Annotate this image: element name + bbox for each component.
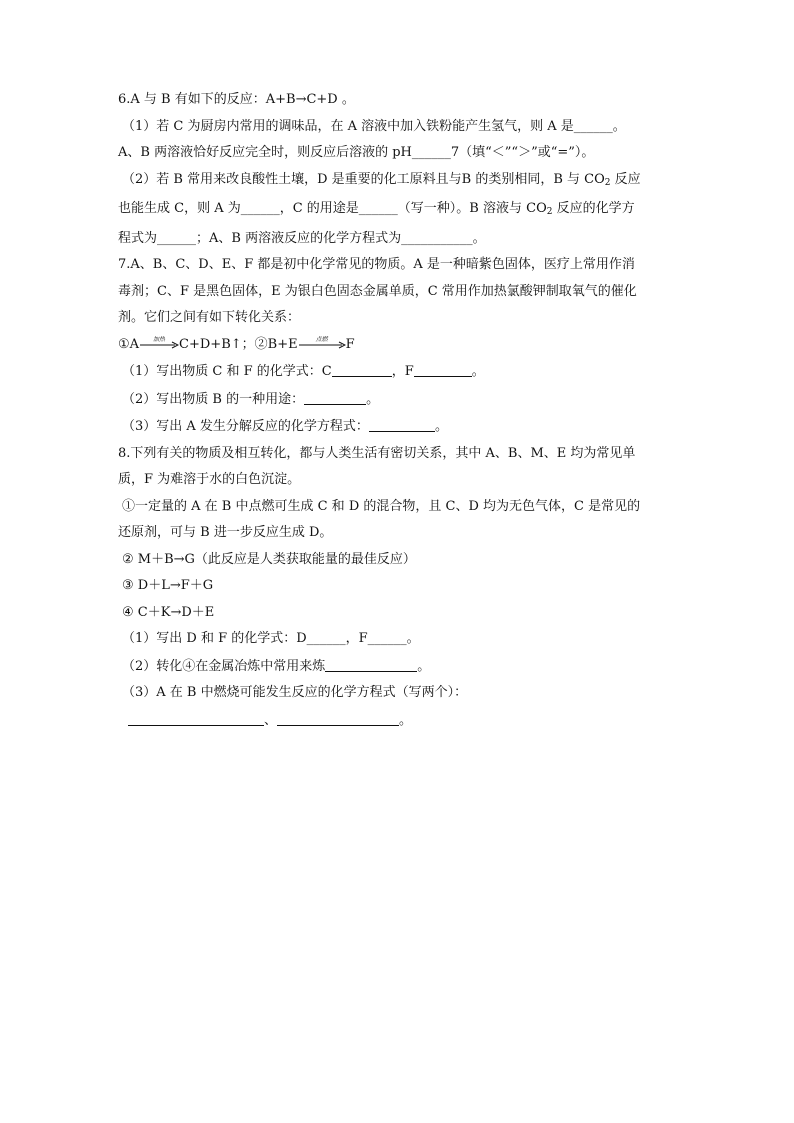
reaction-arrow-ignite: 点燃 [298, 339, 346, 349]
answer-blank[interactable] [277, 712, 399, 726]
q8-part2: （2）转化④在金属冶炼中常用来炼 。 [122, 658, 431, 674]
q8-statement-2: ② M＋B→G（此反应是人类获取能量的最佳反应） [122, 551, 416, 567]
worksheet [118, 92, 678, 739]
q7-reactions: ①A 加热 C+D+B↑；②B+E 点燃 F [118, 336, 355, 352]
subscript: 2 [604, 177, 611, 188]
q7-stem: 7.A、B、C、D、E、F 都是初中化学常见的物质。A 是一种暗紫色固体，医疗上常用作消 [118, 257, 635, 272]
q6-stem: 6.A 与 B 有如下的反应：A+B→C+D 。 [118, 92, 355, 107]
reaction-arrow-heating: 加热 [139, 339, 179, 349]
q6-part2-end: 程式为______；A、B 两溶液反应的化学方程式为___________。 [118, 230, 486, 246]
q8-statement-1: ①一定量的 A 在 B 中点燃可生成 C 和 D 的混合物，且 C、D 均为无色气体，C 是常见的 [122, 498, 641, 514]
answer-blank[interactable] [325, 658, 417, 672]
q8-statement-4: ④ C＋K→D＋E [122, 604, 215, 620]
q8-stem-cont: 质，F 为难溶于水的白色沉淀。 [118, 472, 301, 487]
answer-blank[interactable] [414, 363, 472, 377]
q8-statement-3: ③ D＋L→F＋G [122, 578, 214, 593]
q7-stem-end: 剂。它们之间有如下转化关系： [118, 310, 301, 325]
answer-blank[interactable] [128, 712, 264, 726]
q7-part3: （3）写出 A 发生分解反应的化学方程式： 。 [122, 419, 448, 434]
q8-statement-1-cont: 还原剂，可与 B 进一步反应生成 D。 [118, 525, 333, 540]
q7-part2: （2）写出物质 B 的一种用途： 。 [122, 391, 380, 407]
q7-part1: （1）写出物质 C 和 F 的化学式：C ，F 。 [122, 364, 485, 379]
q6-part2-cont: 也能生成 C，则 A 为______，C 的用途是______（写一种）。B 溶液与 $CO_2$ 反应的化学方 [118, 201, 635, 217]
answer-blank[interactable] [369, 418, 435, 432]
q6-part1-cont: A、B 两溶液恰好反应完全时，则反应后溶液的 pH______7（填“＜”“＞”或“=”）。 [118, 145, 595, 160]
answer-blank[interactable] [304, 391, 366, 405]
q8-stem: 8.下列有关的物质及相互转化，都与人类生活有密切关系，其中 A、B、M、E 均为常见单 [118, 445, 636, 461]
q8-part1: （1）写出 D 和 F 的化学式：D______，F______。 [122, 631, 420, 646]
q6-part2: （2）若 B 常用来改良酸性土壤，D 是重要的化工原料且与B 的类别相同，B 与 $CO_2$ 反应 [122, 171, 641, 188]
q6-part1: （1）若 C 为厨房内常用的调味品，在 A 溶液中加入铁粉能产生氢气，则 A 是______。 [122, 118, 626, 134]
subscript: 2 [546, 207, 553, 217]
q7-stem-cont: 毒剂；C、F 是黑色固体，E 为银白色固态金属单质，C 常用作加热氯酸钾制取氧气的催化 [118, 283, 637, 299]
answer-blank[interactable] [332, 363, 392, 377]
q8-part3: （3）A 在 B 中燃烧可能发生反应的化学方程式（写两个）： [122, 685, 468, 700]
q8-part3-answers: 、 。 [118, 712, 678, 729]
